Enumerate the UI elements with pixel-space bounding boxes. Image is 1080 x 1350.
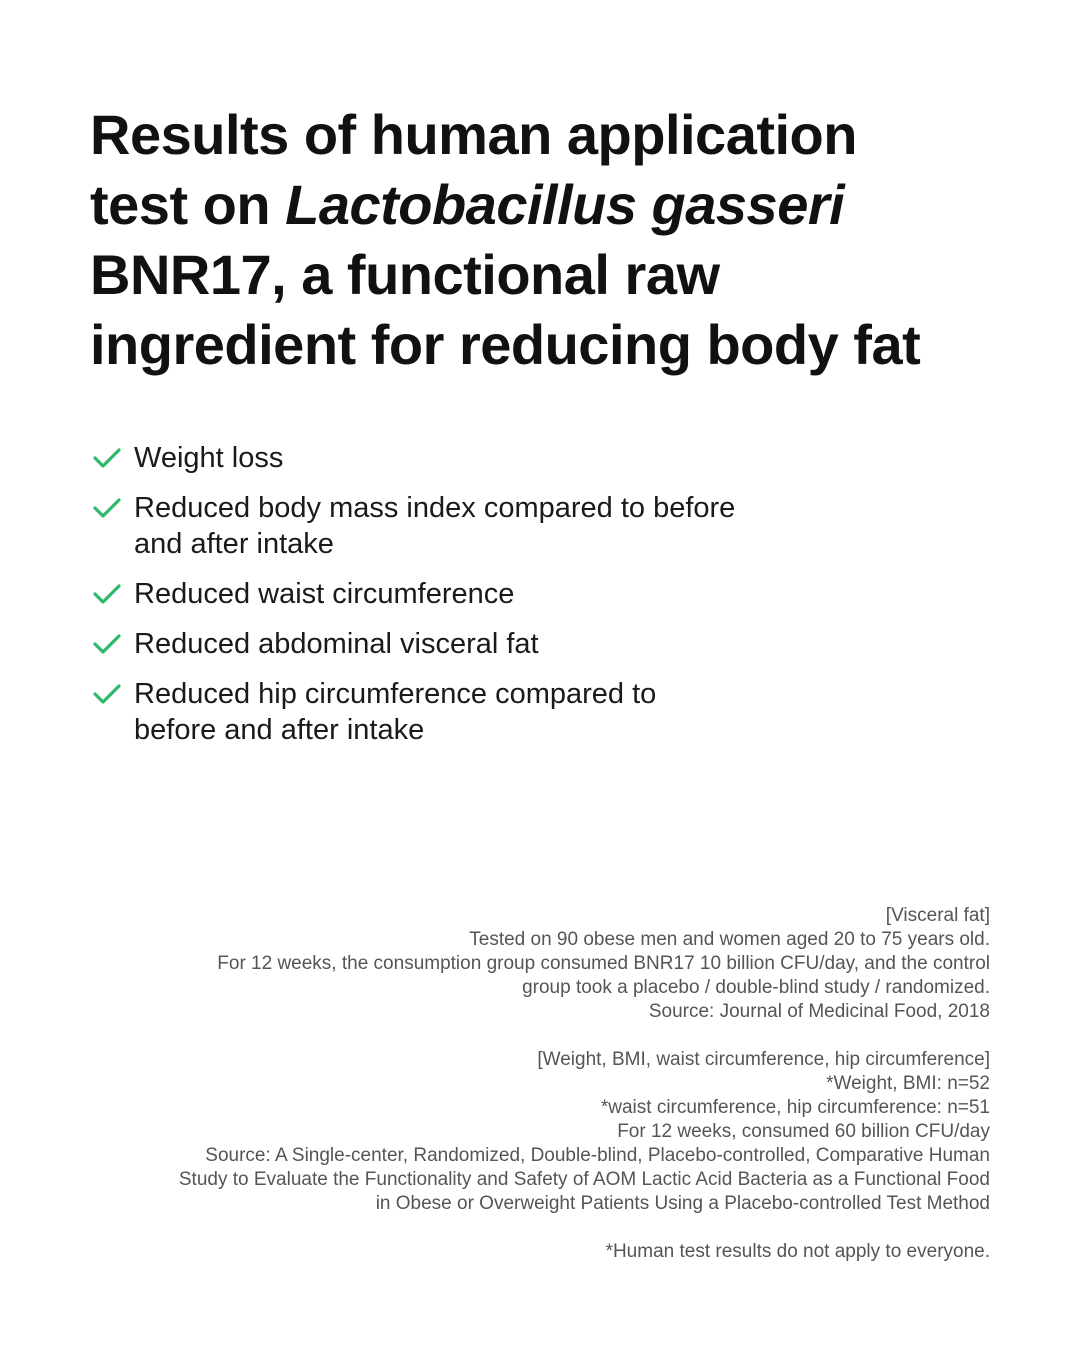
note-line: *waist circumference, hip circumference: n=51	[600, 1097, 990, 1118]
benefit-text: Reduced abdominal visceral fat	[134, 628, 539, 660]
note-heading: [Visceral fat]	[885, 905, 990, 926]
benefit-item	[92, 440, 872, 476]
check-icon	[92, 440, 122, 476]
disclaimer-note	[90, 1240, 990, 1264]
disclaimer: *Human test results do not apply to everyone.	[605, 1241, 990, 1262]
note-line: For 12 weeks, consumed 60 billion CFU/day	[617, 1121, 990, 1142]
note-line: For 12 weeks, the consumption group consumed BNR17 10 billion CFU/day, and the control	[217, 953, 990, 974]
benefit-item	[92, 490, 872, 562]
benefit-text: Reduced waist circumference	[134, 578, 515, 610]
check-icon	[92, 490, 122, 526]
benefit-text: Weight loss	[134, 442, 284, 474]
title-line-3: BNR17, a functional raw	[90, 243, 720, 306]
title-line-1: Results of human application	[90, 103, 857, 166]
species-name: Lactobacillus gasseri	[285, 173, 845, 236]
benefit-text: Reduced body mass index compared to before and after intake	[134, 492, 736, 560]
benefit-item	[92, 676, 872, 748]
note-source: in Obese or Overweight Patients Using a Placebo-controlled Test Method	[375, 1193, 990, 1214]
note-line: *Weight, BMI: n=52	[826, 1073, 990, 1094]
note-heading: [Weight, BMI, waist circumference, hip circumference]	[537, 1049, 990, 1070]
title-line-4: ingredient for reducing body fat	[90, 313, 921, 376]
check-icon	[92, 576, 122, 612]
benefit-text: Reduced hip circumference compared to before and after intake	[134, 678, 657, 746]
visceral-fat-note	[90, 904, 990, 1024]
benefit-item	[92, 626, 872, 662]
note-source: Source: A Single-center, Randomized, Double-blind, Placebo-controlled, Comparative Human	[205, 1145, 990, 1166]
note-line: Tested on 90 obese men and women aged 20 to 75 years old.	[469, 929, 990, 950]
title-line-2-prefix: test on	[90, 173, 286, 236]
note-source: Source: Journal of Medicinal Food, 2018	[648, 1001, 990, 1022]
benefit-list	[92, 440, 872, 762]
title-line-2	[90, 170, 1010, 240]
note-line: group took a placebo / double-blind study / randomized.	[522, 977, 990, 998]
study-notes	[90, 904, 990, 1288]
benefit-item	[92, 576, 872, 612]
check-icon	[92, 676, 122, 712]
weight-bmi-note	[90, 1048, 990, 1216]
check-icon	[92, 626, 122, 662]
note-source: Study to Evaluate the Functionality and Safety of AOM Lactic Acid Bacteria as a Functional Food	[178, 1169, 990, 1190]
page-title	[90, 100, 1010, 380]
